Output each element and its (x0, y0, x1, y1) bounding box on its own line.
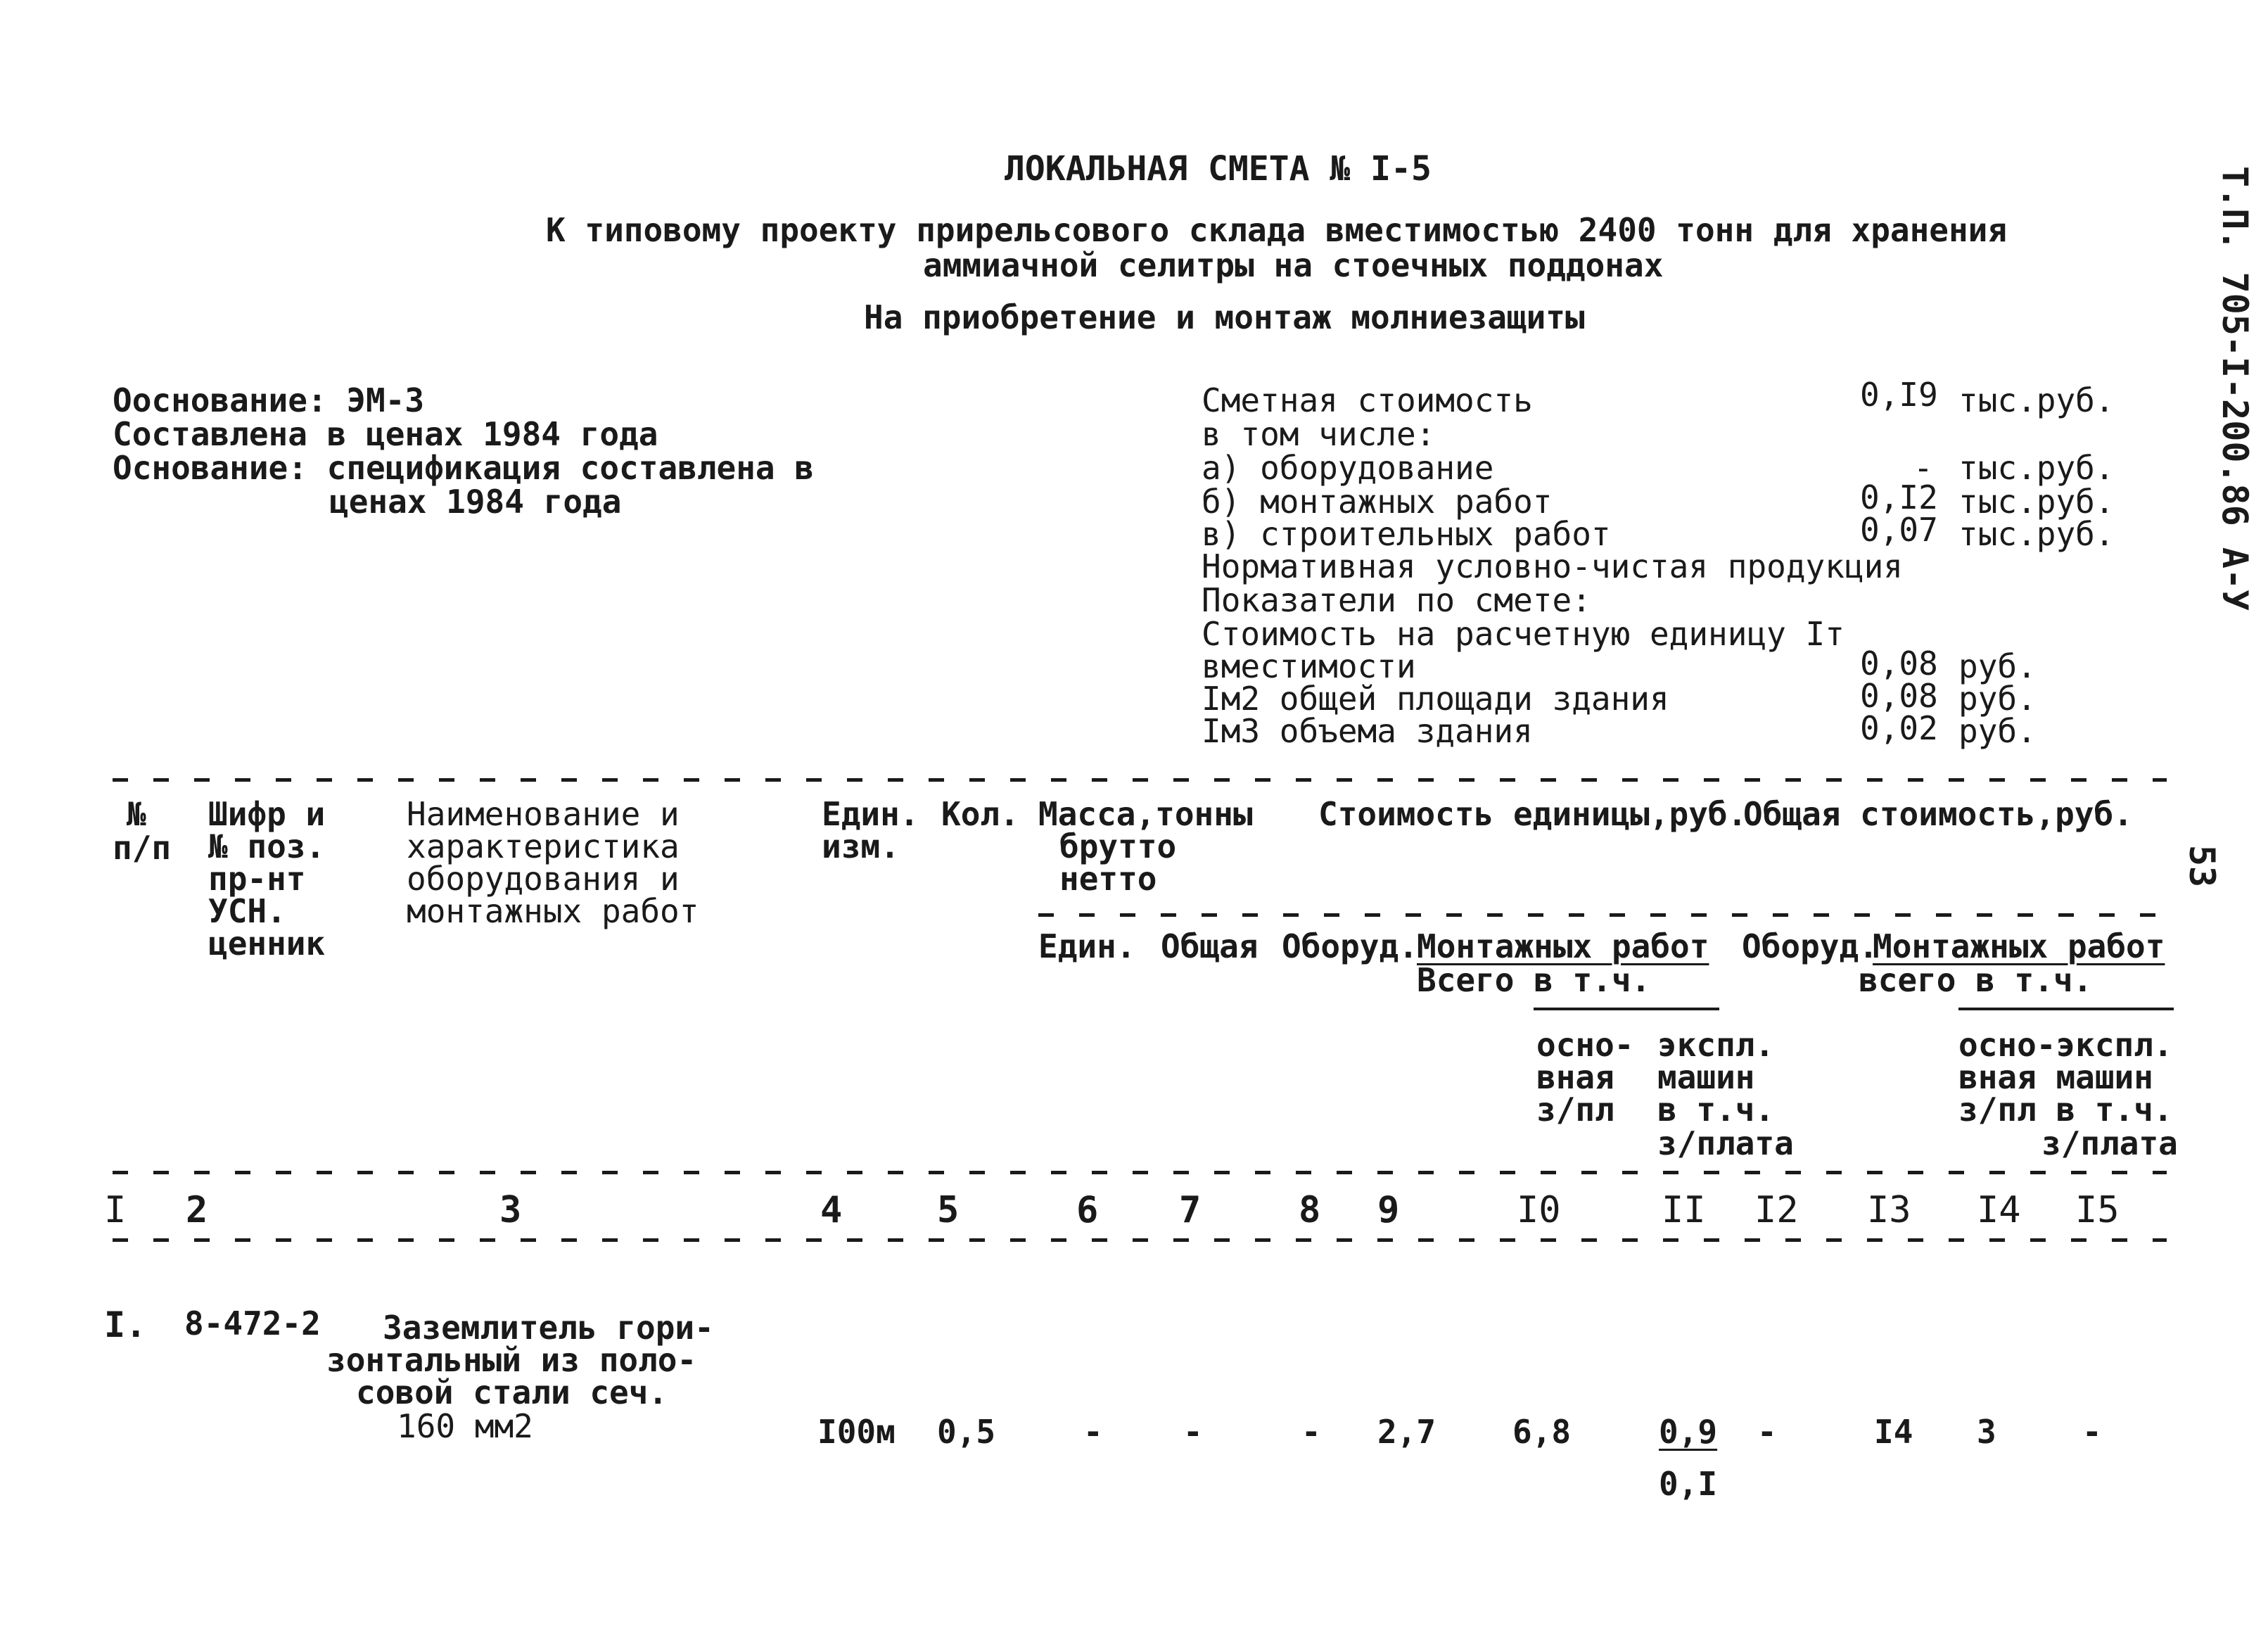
colnum: I2 (1754, 1189, 1799, 1231)
row-unit: I00м (817, 1413, 896, 1451)
header-name: оборудования и (407, 860, 680, 898)
header-code: пр-нт (208, 860, 306, 898)
header-osn-total: з/пл в т.ч. (1958, 1091, 2173, 1129)
row-code: 8-472-2 (184, 1304, 321, 1342)
cost-label: Стоимость на расчетную единицу Iт (1202, 615, 1845, 653)
page-number: 53 (2181, 844, 2223, 888)
colnum: 7 (1179, 1189, 1202, 1231)
subheader-rule (1958, 1008, 2174, 1010)
header-code: № поз. (208, 827, 326, 865)
cost-label: б) монтажных работ (1202, 483, 1553, 521)
header-unit: изм. (822, 827, 900, 865)
cost-value: 0,02 (1860, 709, 1938, 747)
cost-label: в том числе: (1202, 415, 1436, 453)
row-name-line: Заземлитель гори- (383, 1309, 714, 1347)
header-osn: з/пл (1536, 1091, 1614, 1129)
header-all-tch-total: всего в т.ч. (1859, 961, 2093, 999)
header-mass: брутто (1059, 827, 1177, 865)
project-line-2: аммиачной селитры на стоечных поддонах (923, 246, 1664, 284)
row-col15: - (2082, 1413, 2102, 1451)
cost-label: Iм3 объема здания (1202, 712, 1533, 750)
cost-unit: тыс.руб. (1958, 483, 2115, 521)
header-expl: з/плата (1657, 1124, 1794, 1162)
cost-value: 0,I9 (1860, 376, 1938, 414)
basis-line-4: ценах 1984 года (329, 483, 622, 521)
cost-unit: тыс.руб. (1958, 381, 2115, 419)
colnum: 6 (1076, 1189, 1099, 1231)
colnum-bottom-rule (113, 1238, 2167, 1242)
header-total-cost: Общая стоимость,руб. (1743, 795, 2133, 833)
header-code: Шифр и (208, 795, 326, 833)
header-name: характеристика (407, 827, 680, 865)
header-code: ценник (208, 925, 326, 963)
basis-line-2: Составлена в ценах 1984 года (113, 415, 658, 453)
colnum: 2 (186, 1189, 208, 1231)
basis-line-1: Ооснование: ЭМ-3 (113, 381, 425, 419)
row-name-line: совой стали сеч. (356, 1373, 668, 1411)
cost-unit: тыс.руб. (1958, 515, 2115, 553)
cost-value: 0,07 (1860, 511, 1938, 549)
header-osn: осно- (1536, 1026, 1634, 1064)
cost-unit: руб. (1958, 647, 2037, 685)
header-bottom-rule (113, 1171, 2167, 1174)
cost-label: Показатели по смете: (1202, 581, 1591, 619)
colnum: I (104, 1189, 127, 1231)
colnum: I0 (1517, 1189, 1561, 1231)
colnum: I5 (2075, 1189, 2120, 1231)
row-col6: - (1083, 1413, 1103, 1451)
header-expl: в т.ч. (1657, 1091, 1775, 1129)
row-col11-sub: 0,I (1659, 1465, 1718, 1503)
header-name: Наименование и (407, 795, 680, 833)
row-name-line: 160 мм2 (397, 1407, 533, 1445)
header-expl: экспл. (1657, 1026, 1775, 1064)
colnum: 4 (820, 1189, 843, 1231)
row-number: I. (104, 1304, 147, 1345)
cost-label: Iм2 общей площади здания (1202, 680, 1669, 718)
row-col11: 0,9 (1659, 1413, 1718, 1451)
row-qty: 0,5 (937, 1413, 996, 1451)
row-col7: - (1183, 1413, 1203, 1451)
cost-label: а) оборудование (1202, 449, 1494, 487)
header-mass: Масса,тонны (1038, 795, 1253, 833)
header-unit-cost: Стоимость единицы,руб. (1318, 795, 1747, 833)
colnum: I3 (1867, 1189, 1911, 1231)
row-col9: 2,7 (1377, 1413, 1436, 1451)
colnum: 3 (499, 1189, 522, 1231)
header-name: монтажных работ (407, 892, 699, 930)
row-col12: - (1757, 1413, 1777, 1451)
header-unit: Един. (822, 795, 919, 833)
header-equip-total: Оборуд. (1742, 927, 1878, 965)
header-top-rule (113, 778, 2167, 782)
header-expl: машин (1657, 1058, 1755, 1096)
header-num: № (127, 795, 146, 833)
cost-label: Сметная стоимость (1202, 381, 1533, 419)
header-num: п/п (113, 829, 172, 867)
cost-unit: руб. (1958, 712, 2037, 750)
row-col10: 6,8 (1512, 1413, 1572, 1451)
header-equip: Оборуд. (1282, 927, 1418, 965)
row-col8: - (1301, 1413, 1321, 1451)
row-name-line: зонтальный из поло- (326, 1341, 697, 1379)
cost-label: вместимости (1202, 647, 1416, 685)
header-osn: вная (1536, 1058, 1614, 1096)
subheader-rule (1534, 1008, 1719, 1010)
side-document-code: Т.П. 705-I-200.86 А-У (2215, 166, 2255, 611)
header-mass-total: Общая (1161, 927, 1259, 965)
header-code: УСН. (208, 892, 286, 930)
header-osn-total: вная машин (1958, 1058, 2153, 1096)
header-qty: Кол. (941, 795, 1019, 833)
colnum: 5 (937, 1189, 960, 1231)
cost-unit: тыс.руб. (1958, 449, 2115, 487)
project-line-1: К типовому проекту прирельсового склада вместимостью 2400 тонн для хранения (546, 211, 2008, 249)
header-mount-total: Монтажных работ (1873, 927, 2165, 965)
cost-value: 0,I2 (1860, 478, 1938, 516)
colnum: 9 (1377, 1189, 1400, 1231)
header-mount: Монтажных работ (1417, 927, 1709, 965)
header-mid-rule (1038, 913, 2167, 917)
cost-value: - (1913, 449, 1933, 487)
purpose-line: На приобретение и монтаж молниезащиты (864, 298, 1585, 336)
header-all-tch: Всего в т.ч. (1417, 961, 1651, 999)
cost-label: Нормативная условно-чистая продукция (1202, 547, 1903, 585)
cost-label: в) строительных работ (1202, 515, 1611, 553)
header-mass-unit: Един. (1038, 927, 1136, 965)
cost-value: 0,08 (1860, 644, 1938, 682)
colnum: II (1662, 1189, 1706, 1231)
header-mass: нетто (1059, 860, 1157, 898)
row-col14: 3 (1977, 1413, 1996, 1451)
header-osn-total: з/плата (2041, 1124, 2178, 1162)
basis-line-3: Основание: спецификация составлена в (113, 449, 814, 487)
cost-unit: руб. (1958, 680, 2037, 718)
cost-value: 0,08 (1860, 677, 1938, 715)
document-title: ЛОКАЛЬНАЯ СМЕТА № I-5 (1005, 149, 1432, 189)
colnum: I4 (1977, 1189, 2021, 1231)
header-osn-total: осно-экспл. (1958, 1026, 2173, 1064)
colnum: 8 (1299, 1189, 1321, 1231)
row-col13: I4 (1874, 1413, 1913, 1451)
